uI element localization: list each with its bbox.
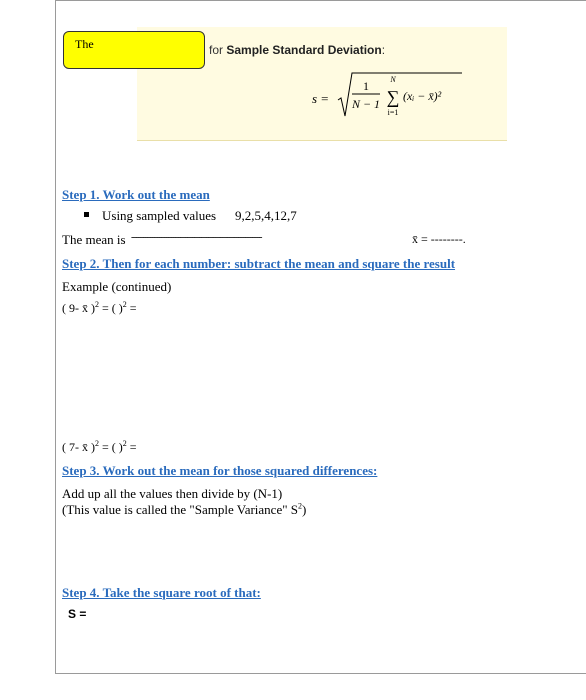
- step3-title: Step 3. Work out the mean for those squared differences:: [62, 463, 378, 478]
- step3-line2-a: (This value is called the "Sample Variance" S: [62, 502, 298, 517]
- formula-lhs: s =: [312, 91, 330, 106]
- step3-line2-b: ): [302, 502, 307, 517]
- calc2-part-c: =: [129, 440, 137, 454]
- heading-suffix: :: [381, 43, 386, 57]
- sum-upper: N: [390, 75, 396, 84]
- calc1-part-a: ( 9- x̄ ): [62, 301, 95, 315]
- sample-values: 9,2,5,4,12,7: [235, 208, 297, 223]
- xbar-label: x̄ = --------.: [412, 232, 466, 246]
- calc1-part-c: =: [129, 301, 137, 315]
- formula-heading: [209, 43, 385, 57]
- s-result-label: S =: [68, 607, 87, 621]
- step3-line1: Add up all the values then divide by (N-1): [62, 486, 283, 501]
- sigma-icon: ∑: [386, 87, 400, 107]
- formula-numerator: 1: [363, 79, 369, 93]
- step2-title: Step 2. Then for each number: subtract the mean and square the result: [62, 256, 456, 271]
- calc-line-9: ( 9- x̄ )$^2$ = ( )$^2$ =: [62, 300, 137, 315]
- box-text: The: [75, 37, 94, 51]
- sum-lower: i=1: [387, 108, 399, 117]
- step4-title: Step 4. Take the square root of that:: [62, 585, 261, 600]
- mean-dashes: --------------------------------------------------------: [131, 232, 262, 243]
- sample-std-formula: [300, 70, 480, 126]
- highlight-text-box[interactable]: [63, 31, 205, 69]
- mean-label: The mean is: [62, 232, 126, 247]
- formula-term: (xᵢ − x̄)²: [403, 89, 442, 103]
- step3-line2: (This value is called the "Sample Variance" $S^2$): [62, 501, 307, 517]
- step1-title: Step 1. Work out the mean: [62, 187, 210, 202]
- bullet-marker: [84, 212, 89, 217]
- example-label: Example (continued): [62, 279, 172, 294]
- heading-prefix: for: [209, 43, 227, 57]
- bullet-label: Using sampled values: [102, 208, 217, 223]
- calc2-part-a: ( 7- x̄ ): [62, 440, 95, 454]
- heading-bold: Sample Standard Deviation: [226, 43, 382, 57]
- calc2-part-b: = ( ): [102, 440, 123, 454]
- calc-line-7: ( 7- x̄ )$^2$ = ( )$^2$ =: [62, 439, 137, 454]
- calc1-part-b: = ( ): [102, 301, 123, 315]
- formula-denominator: N − 1: [351, 97, 381, 111]
